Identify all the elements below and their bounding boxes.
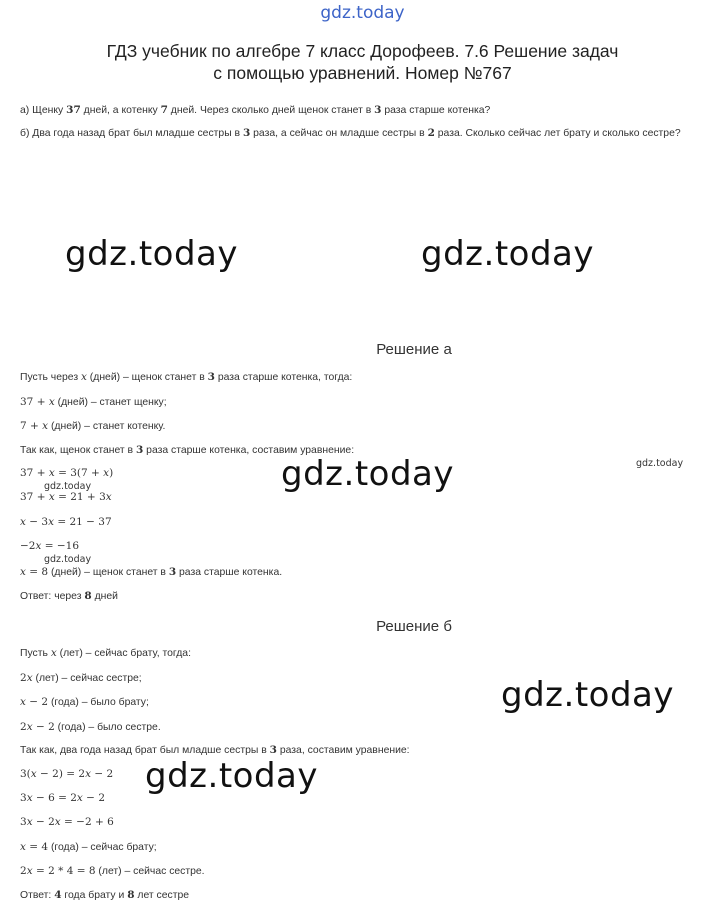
equation: 37 + x = 3(7 + x): [20, 467, 114, 479]
solution-b-line: 2x − 2 (года) – было сестре.: [20, 721, 161, 733]
solution-b-answer: Ответ: 4 года брату и 8 лет сестре: [20, 889, 190, 901]
solution-a-heading: Решение а: [376, 341, 452, 358]
solution-b-line: x − 2 (года) – было брату;: [20, 696, 149, 708]
page-title-line-1: ГДЗ учебник по алгебре 7 класс Дорофеев. 7.6 Решение задач: [106, 41, 619, 61]
solution-a-line: Так как, щенок станет в 3 раза старше котенка, составим уравнение:: [20, 444, 355, 456]
task-a: а) Щенку 37 дней, а котенку 7 дней. Через сколько дней щенок станет в 3 раза старше котенка?: [20, 104, 491, 116]
solution-b-heading: Решение б: [376, 618, 452, 635]
solution-b-line: Так как, два года назад брат был младше сестры в 3 раза, составим уравнение:: [20, 744, 410, 756]
equation: 3(x − 2) = 2x − 2: [20, 768, 114, 780]
watermark: gdz.today: [65, 234, 238, 274]
watermark: gdz.today: [281, 454, 454, 494]
site-logo[interactable]: gdz.today: [320, 3, 405, 23]
page-title-line-2: с помощью уравнений. Номер №767: [213, 63, 512, 83]
solution-a-line: 7 + x (дней) – станет котенку.: [20, 420, 166, 432]
equation: 3x − 6 = 2x − 2: [20, 792, 105, 804]
watermark: gdz.today: [145, 756, 318, 796]
solution-a-answer: Ответ: через 8 дней: [20, 590, 118, 602]
watermark: gdz.today: [636, 458, 684, 469]
page-title: [0, 40, 725, 84]
solution-b-line: 2x = 2 * 4 = 8 (лет) – сейчас сестре.: [20, 865, 205, 877]
equation: x − 3x = 21 − 37: [20, 516, 112, 528]
solution-a-line: Пусть через x (дней) – щенок станет в 3 раза старше котенка, тогда:: [20, 371, 353, 383]
watermark: gdz.today: [421, 234, 594, 274]
task-b: б) Два года назад брат был младше сестры в 3 раза, а сейчас он младше сестры в 2 раза. Сколько сейчас лет брату и сколько сестре?: [20, 127, 681, 139]
solution-a-line: 37 + x (дней) – станет щенку;: [20, 396, 167, 408]
equation: 3x − 2x = −2 + 6: [20, 816, 114, 828]
equation: −2x = −16: [20, 540, 80, 552]
solution-b-line: x = 4 (года) – сейчас брату;: [20, 841, 157, 853]
watermark: gdz.today: [44, 481, 92, 492]
solution-a-line: x = 8 (дней) – щенок станет в 3 раза старше котенка.: [20, 566, 283, 578]
solution-b-line: Пусть x (лет) – сейчас брату, тогда:: [20, 647, 191, 659]
solution-b-line: 2x (лет) – сейчас сестре;: [20, 672, 142, 684]
equation: 37 + x = 21 + 3x: [20, 491, 112, 503]
watermark: gdz.today: [501, 675, 674, 715]
watermark: gdz.today: [44, 554, 92, 565]
